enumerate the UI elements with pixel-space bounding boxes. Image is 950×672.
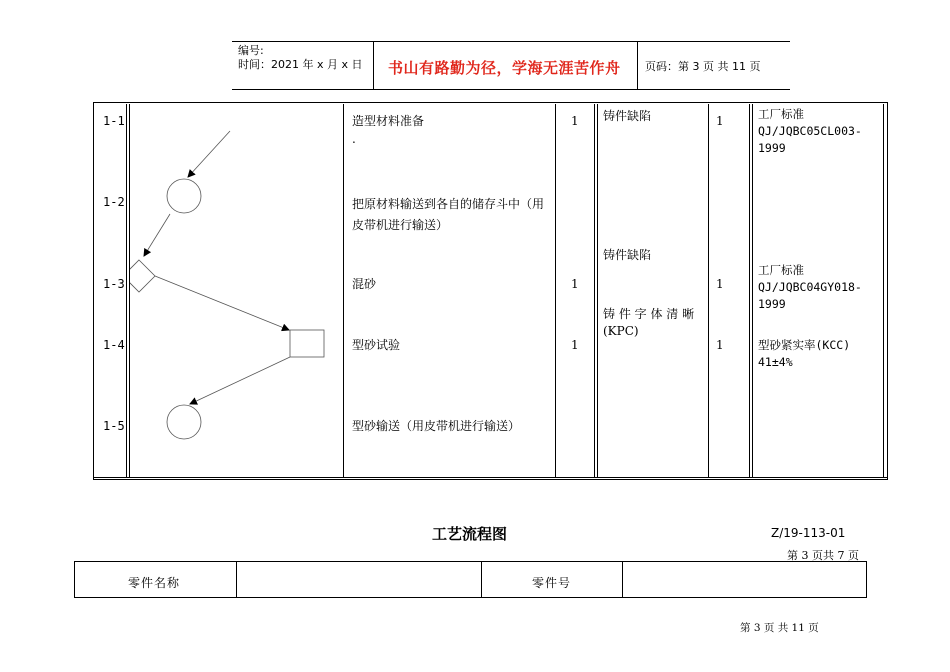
standard-text: 工厂标准 QJ/JQBC04GY018- 1999 — [758, 263, 862, 311]
table-col-line — [883, 104, 884, 478]
quantity-value: 1 — [571, 277, 579, 291]
mix-diamond — [130, 260, 155, 292]
quantity-value: 1 — [571, 114, 579, 128]
table-col-line — [126, 104, 127, 478]
standard-text: 工厂标准 QJ/JQBC05CL003- 1999 — [758, 107, 862, 155]
defect-text: 铸件缺陷 — [603, 248, 652, 262]
table-col-line — [597, 104, 598, 478]
standard-text: 型砂紧实率(KCC) 41±4% — [758, 338, 851, 369]
quantity-value: 1 — [716, 114, 724, 128]
operation-text: 混砂 — [352, 277, 377, 291]
part-table-col-line — [481, 561, 482, 598]
operation-text: 把原材料输送到各自的储存斗中（用皮带机进行输送） — [352, 197, 545, 232]
operation-text: 造型材料准备 — [352, 114, 425, 128]
flow-diagram — [130, 104, 343, 478]
header-divider-right — [637, 41, 638, 89]
form-title: 工艺流程图 — [432, 525, 508, 543]
flow-arrow — [155, 276, 289, 330]
footer-page-number: 第 3 页 共 11 页 — [740, 622, 819, 634]
header-motto: 书山有路勤为径，学海无涯苦作舟 — [388, 59, 621, 77]
form-page-info: 第 3 页共 7 页 — [787, 549, 859, 562]
part-info-table — [74, 561, 867, 598]
row-number: 1-3 — [103, 277, 125, 291]
quantity-value: 1 — [716, 277, 724, 291]
test-box — [290, 330, 324, 357]
header-divider-left — [373, 41, 374, 89]
part-no-label: 零件号 — [532, 576, 572, 590]
table-col-line — [555, 104, 556, 478]
operation-note: . — [352, 132, 356, 146]
row-number: 1-5 — [103, 419, 125, 433]
row-number: 1-2 — [103, 195, 125, 209]
operation-text: 型砂试验 — [352, 338, 401, 352]
quantity-value: 1 — [571, 338, 579, 352]
part-name-label: 零件名称 — [128, 576, 181, 590]
header-time-label: 时间：2021 年 x 月 x 日 — [238, 58, 363, 71]
table-col-line — [752, 104, 753, 478]
form-code: Z/19-113-01 — [771, 526, 846, 540]
table-col-line — [594, 104, 595, 478]
row-number: 1-1 — [103, 114, 125, 128]
table-col-line — [749, 104, 750, 478]
part-table-col-line — [622, 561, 623, 598]
storage-circle — [167, 405, 201, 439]
flow-arrow — [188, 131, 230, 177]
header-bottom-rule — [232, 89, 790, 90]
flow-arrow — [144, 214, 170, 256]
header-top-rule — [232, 41, 790, 42]
header-page-code: 页码：第 3 页 共 11 页 — [645, 60, 761, 73]
table-col-line — [343, 104, 344, 478]
row-number: 1-4 — [103, 338, 125, 352]
defect-text: 铸 件 字 体 清 晰 (KPC) — [603, 307, 695, 338]
operation-text: 型砂输送（用皮带机进行输送） — [352, 419, 521, 433]
part-table-col-line — [236, 561, 237, 598]
header-number-label: 编号: — [238, 44, 264, 57]
defect-text: 铸件缺陷 — [603, 109, 652, 123]
table-col-line — [708, 104, 709, 478]
flow-arrow — [190, 357, 290, 404]
storage-circle — [167, 179, 201, 213]
quantity-value: 1 — [716, 338, 724, 352]
